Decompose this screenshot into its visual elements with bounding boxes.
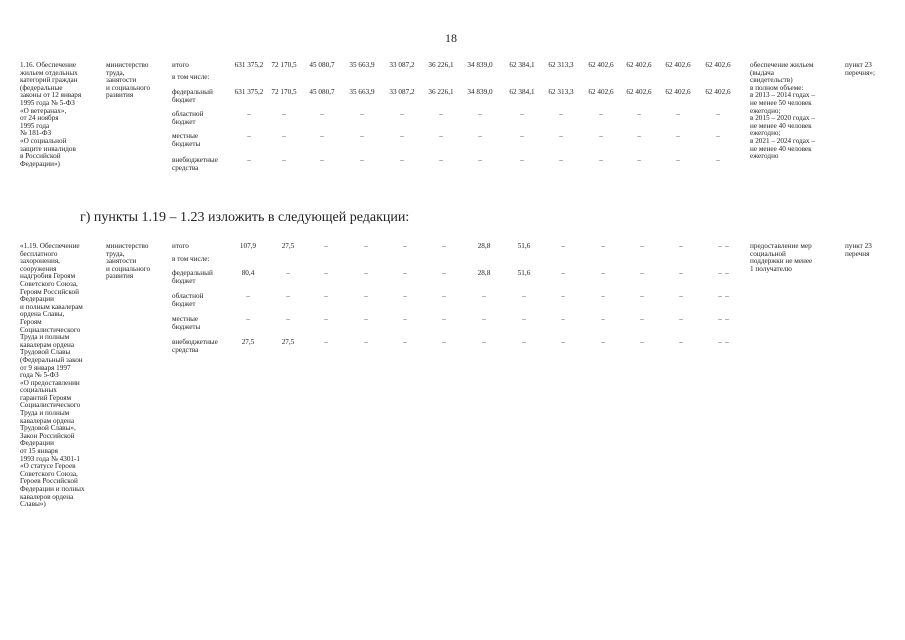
value-cell: – xyxy=(599,132,603,140)
value-cell: – xyxy=(478,110,482,118)
value-cell: – xyxy=(364,242,368,250)
source-label: в том числе: xyxy=(172,255,210,263)
source-label: областной бюджет xyxy=(172,110,204,126)
value-cell: 34 839,0 xyxy=(467,61,493,69)
value-cell: – xyxy=(725,269,729,277)
value-cell: 36 226,1 xyxy=(428,88,454,96)
source-label: федеральный бюджет xyxy=(172,269,213,285)
value-cell: 72 170,5 xyxy=(271,88,297,96)
value-cell: – xyxy=(637,110,641,118)
row-119-reference: пункт 23 перечня xyxy=(845,242,872,258)
value-cell: – xyxy=(286,269,290,277)
value-cell: 27,5 xyxy=(281,242,295,250)
value-cell: – xyxy=(442,269,446,277)
value-cell: – xyxy=(561,242,565,250)
value-cell: 80,4 xyxy=(241,269,255,277)
source-label: внебюджетные средства xyxy=(172,156,218,172)
value-cell: – xyxy=(725,242,729,250)
value-cell: – xyxy=(247,110,251,118)
value-cell: – xyxy=(403,242,407,250)
row-116-executor: министерство труда, занятости и социального развития xyxy=(106,61,151,100)
value-cell: – xyxy=(246,292,250,300)
value-cell: – xyxy=(601,269,605,277)
value-cell: 34 839,0 xyxy=(467,88,493,96)
row-116-name: 1.16. Обеспечение жильем отдельных категорий граждан (федеральные законы от 12 января 1995 года № 5-ФЗ «О ветеранах», от 24 ноября 1995 года № 181-ФЗ «О социальной защите инвалидов в Российской Федерации») xyxy=(20,61,82,168)
value-cell: – xyxy=(522,292,526,300)
value-cell: 62 402,6 xyxy=(705,61,731,69)
value-cell: – xyxy=(247,156,251,164)
value-cell: 33 087,2 xyxy=(389,61,415,69)
value-cell: – xyxy=(364,338,368,346)
value-cell: – xyxy=(716,132,720,140)
value-cell: – xyxy=(482,338,486,346)
value-cell: 62 402,6 xyxy=(665,61,691,69)
value-cell: 27,5 xyxy=(241,338,255,346)
value-cell: – xyxy=(282,132,286,140)
value-cell: – xyxy=(400,132,404,140)
value-cell: – xyxy=(640,292,644,300)
value-cell: 62 384,1 xyxy=(509,61,535,69)
value-cell: 35 663,9 xyxy=(349,88,375,96)
row-116-reference: пункт 23 перечня»; xyxy=(845,61,875,77)
value-cell: – xyxy=(640,242,644,250)
value-cell: – xyxy=(599,156,603,164)
value-cell: – xyxy=(324,292,328,300)
value-cell: 631 375,2 xyxy=(234,88,264,96)
section-heading: г) пункты 1.19 – 1.23 изложить в следующей редакции: xyxy=(80,210,410,225)
value-cell: – xyxy=(561,292,565,300)
value-cell: – xyxy=(559,132,563,140)
value-cell: – xyxy=(561,315,565,323)
value-cell: – xyxy=(725,292,729,300)
value-cell: – xyxy=(439,132,443,140)
value-cell: – xyxy=(442,338,446,346)
value-cell: 36 226,1 xyxy=(428,61,454,69)
value-cell: – xyxy=(679,269,683,277)
row-119-executor: министерство труда, занятости и социального развития xyxy=(106,242,151,281)
value-cell: – xyxy=(679,242,683,250)
value-cell: – xyxy=(718,292,722,300)
value-cell: – xyxy=(601,242,605,250)
value-cell: – xyxy=(324,315,328,323)
source-label: итого xyxy=(172,61,189,69)
value-cell: – xyxy=(640,338,644,346)
value-cell: – xyxy=(676,132,680,140)
value-cell: 28,8 xyxy=(477,269,491,277)
value-cell: – xyxy=(679,292,683,300)
value-cell: – xyxy=(718,269,722,277)
value-cell: – xyxy=(718,242,722,250)
value-cell: – xyxy=(324,242,328,250)
value-cell: – xyxy=(561,338,565,346)
value-cell: 62 402,6 xyxy=(626,88,652,96)
value-cell: 35 663,9 xyxy=(349,61,375,69)
value-cell: – xyxy=(442,242,446,250)
value-cell: – xyxy=(637,156,641,164)
value-cell: 62 402,6 xyxy=(588,88,614,96)
value-cell: 51,6 xyxy=(517,242,531,250)
source-label: местные бюджеты xyxy=(172,132,201,148)
value-cell: – xyxy=(364,269,368,277)
value-cell: – xyxy=(286,315,290,323)
source-label: внебюджетные средства xyxy=(172,338,218,354)
value-cell: – xyxy=(640,315,644,323)
value-cell: – xyxy=(559,110,563,118)
value-cell: – xyxy=(403,269,407,277)
value-cell: – xyxy=(282,110,286,118)
value-cell: – xyxy=(403,338,407,346)
value-cell: – xyxy=(324,338,328,346)
value-cell: – xyxy=(478,132,482,140)
value-cell: – xyxy=(601,315,605,323)
value-cell: – xyxy=(247,132,251,140)
row-119-result: предоставление мер социальной поддержки не менее 1 получателю xyxy=(750,242,813,273)
value-cell: – xyxy=(364,315,368,323)
value-cell: 62 402,6 xyxy=(626,61,652,69)
value-cell: – xyxy=(718,338,722,346)
value-cell: – xyxy=(282,156,286,164)
value-cell: – xyxy=(599,110,603,118)
value-cell: – xyxy=(403,315,407,323)
value-cell: – xyxy=(559,156,563,164)
value-cell: 72 170,5 xyxy=(271,61,297,69)
source-label: областной бюджет xyxy=(172,292,204,308)
source-label: итого xyxy=(172,242,189,250)
value-cell: – xyxy=(360,110,364,118)
value-cell: – xyxy=(520,156,524,164)
value-cell: – xyxy=(400,110,404,118)
value-cell: – xyxy=(716,156,720,164)
page-number: 18 xyxy=(445,31,457,45)
source-label: в том числе: xyxy=(172,73,210,81)
value-cell: – xyxy=(478,156,482,164)
value-cell: – xyxy=(601,292,605,300)
value-cell: 28,8 xyxy=(477,242,491,250)
value-cell: – xyxy=(320,110,324,118)
value-cell: – xyxy=(640,269,644,277)
value-cell: 45 080,7 xyxy=(309,88,335,96)
value-cell: – xyxy=(320,156,324,164)
value-cell: – xyxy=(718,315,722,323)
value-cell: – xyxy=(482,292,486,300)
value-cell: – xyxy=(442,315,446,323)
value-cell: 62 402,6 xyxy=(588,61,614,69)
value-cell: – xyxy=(439,156,443,164)
value-cell: – xyxy=(400,156,404,164)
value-cell: 27,5 xyxy=(281,338,295,346)
value-cell: – xyxy=(482,315,486,323)
value-cell: – xyxy=(522,315,526,323)
value-cell: – xyxy=(364,292,368,300)
value-cell: – xyxy=(360,156,364,164)
source-label: федеральный бюджет xyxy=(172,88,213,104)
value-cell: 51,6 xyxy=(517,269,531,277)
value-cell: 62 313,3 xyxy=(548,88,574,96)
value-cell: – xyxy=(324,269,328,277)
value-cell: – xyxy=(320,132,324,140)
row-119-name: «1.19. Обеспечение бесплатного захоронения, сооружения надгробия Героям Советского Союза, Героям Российской Федерации и полным кавалерам ордена Славы, Героям Социалистического Труда и полным кавалерам ордена Трудовой Славы (Федеральный закон от 9 января 1997 года № 5-ФЗ «О предоставлении социальных гарантий Героям Социалистического Труда и полным кавалерам ордена Трудовой Славы», Закон Российской Федерации от 15 января 1993 года № 4301-1 «О статусе Героев Советского Союза, Героев Российской Федерации и полных кавалеров ордена Славы») xyxy=(20,242,85,509)
source-label: местные бюджеты xyxy=(172,315,201,331)
value-cell: – xyxy=(442,292,446,300)
value-cell: – xyxy=(246,315,250,323)
value-cell: – xyxy=(716,110,720,118)
value-cell: – xyxy=(676,110,680,118)
value-cell: – xyxy=(286,292,290,300)
value-cell: 45 080,7 xyxy=(309,61,335,69)
value-cell: – xyxy=(637,132,641,140)
value-cell: 631 375,2 xyxy=(234,61,264,69)
value-cell: – xyxy=(520,132,524,140)
value-cell: – xyxy=(522,338,526,346)
value-cell: – xyxy=(725,315,729,323)
value-cell: – xyxy=(679,315,683,323)
value-cell: – xyxy=(439,110,443,118)
value-cell: – xyxy=(725,338,729,346)
value-cell: 62 402,6 xyxy=(665,88,691,96)
value-cell: – xyxy=(601,338,605,346)
value-cell: – xyxy=(561,269,565,277)
value-cell: 62 313,3 xyxy=(548,61,574,69)
value-cell: – xyxy=(403,292,407,300)
value-cell: 62 402,6 xyxy=(705,88,731,96)
value-cell: 107,9 xyxy=(239,242,257,250)
value-cell: 62 384,1 xyxy=(509,88,535,96)
value-cell: – xyxy=(520,110,524,118)
value-cell: – xyxy=(679,338,683,346)
value-cell: – xyxy=(360,132,364,140)
row-116-result: обеспечение жильем (выдача свидетельств) в полном объеме: в 2013 – 2014 годах – не менее 50 человек ежегодно; в 2015 – 2020 годах – не менее 40 человек ежегодно; в 2021 – 2024 годах – не менее 40 человек ежегодно xyxy=(750,61,815,161)
value-cell: 33 087,2 xyxy=(389,88,415,96)
value-cell: – xyxy=(676,156,680,164)
